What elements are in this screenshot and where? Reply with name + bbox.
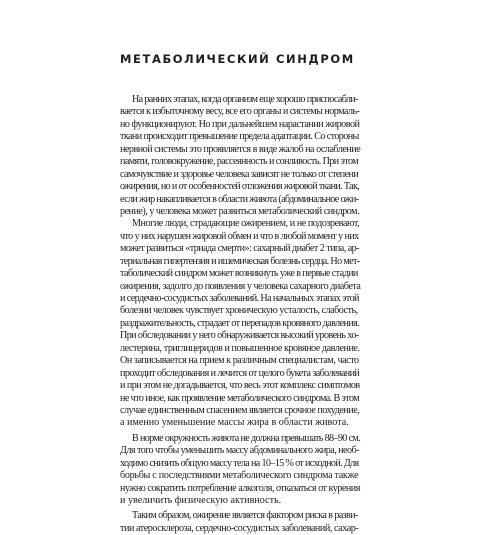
body-text [120,94,360,535]
text-line: и при этом не догадывается, что весь этот комплекс симптомов [120,380,360,392]
text-line: Для того чтобы уменьшить массу абдоминального жира, необ- [120,445,359,457]
text-line: что у них нарушен жировой обмен и что в любой момент у них [120,230,359,242]
text-line: нужно сократить потребление алкоголя, отказаться от курения [120,482,360,494]
text-line: Он записывается на прием к различным специалистам, часто [120,355,359,367]
text-line: не что иное, как проявление метаболического синдрома. В этом [120,392,360,404]
text-line: случае единственным спасением является срочное похудение, [120,404,360,416]
text-line: может развиться «триада смерти»: сахарный диабет 2 типа, ар- [120,243,359,255]
text-line: болезни человек чувствует хроническую усталость, слабость, [120,305,358,317]
text-line: таболический синдром может возникнуть уже в первые стадии [120,268,358,280]
text-line: ожирения, задолго до появления у человека сахарного диабета [120,280,361,292]
text-line: но функционируют. Но при дальнейшем нарастании жировой [120,118,360,130]
text-line: При обследовании у него обнаруживается высокий уровень хо- [120,330,359,342]
text-line: раздражительность, страдает от перепадов кровяного давления. [120,317,360,329]
text-line: борьбы с последствиями метаболического синдрома также [120,470,359,482]
text-line: памяти, головокружение, рассеянность и сонливость. При этом [120,156,359,168]
text-line: нервной системы это проявляется в виде жалоб на ослабление [120,143,361,155]
text-line: ожирения, но и от особенностей отложения жировой ткани. Так, [120,181,360,193]
text-line: а именно уменьшение массы жира в области живота. [120,417,349,429]
text-line: самочувствие и здоровье человека зависят не только от степени [120,168,359,180]
text-line: На ранних этапах, когда организм еще хорошо приспосабли- [132,94,358,105]
text-line: рение), у человека может развиться метаболический синдром. [120,205,360,217]
section-title: МЕТАБОЛИЧЕСКИЙ СИНДРОМ [120,52,355,66]
text-line: вается к избыточному весу, все его органы и системы нормаль- [120,106,360,118]
text-line: В норме окружность живота не должна превышать 88–90 см. [132,432,361,444]
text-line: териальная гипертензия и ишемическая болезнь сердца. Но мет- [120,255,360,267]
text-line: если жир накапливается в области живота (абдоминальное ожи- [120,193,359,205]
text-line: тии атеросклероза, сердечно-сосудистых заболеваний, сахар- [120,522,359,534]
text-line: проходит обследования и лечится от целого букета заболеваний [120,367,360,379]
text-line: Многие люди, страдающие ожирением, и не подозревают, [132,218,360,230]
text-line: ходимо снизить общую массу тела на 10–15 % от исходной. Для [120,457,359,469]
text-line: Таким образом, ожирение является фактором риска в разви- [132,510,358,522]
text-line: и увеличить физическую активность. [120,495,282,506]
text-line: и сердечно-сосудистых заболеваний. На начальных этапах этой [120,293,359,304]
text-line: ткани происходит превышение предела адаптации. Со стороны [120,131,359,143]
text-line: лестерина, триглицеридов и повышенное кровяное давление. [120,342,360,354]
